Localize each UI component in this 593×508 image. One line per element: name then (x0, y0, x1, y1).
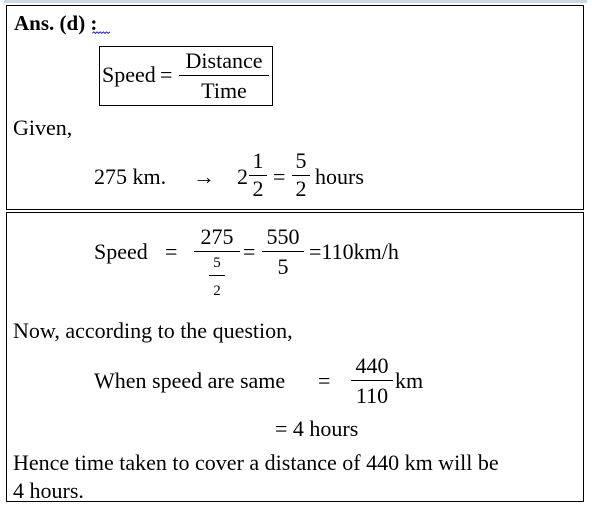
hours-fraction: 5 2 (292, 150, 310, 200)
same-speed-fraction: 440 110 (351, 355, 393, 407)
answer-heading: Ans. (d) : (14, 11, 98, 35)
speed-second-fraction: 550 5 (262, 226, 304, 278)
same-speed-equals: = (318, 368, 331, 393)
inner-fraction: 5 2 (209, 256, 225, 299)
now-text: Now, according to the question, (13, 318, 293, 343)
given-label: Given, (13, 115, 73, 140)
same-speed-text: When speed are same (94, 368, 286, 393)
result-line: = 4 hours (275, 416, 359, 441)
spellcheck-underline (90, 31, 112, 35)
speed-main-bar (194, 251, 240, 252)
formula-numerator: Distance (185, 48, 263, 73)
speed-complex-fraction (194, 226, 240, 299)
speed-calc-label: Speed (94, 239, 148, 264)
speed-calc-equals: = (165, 239, 178, 264)
arrow-icon: → (193, 164, 215, 189)
speed-result: =110km/h (309, 239, 399, 264)
top-accent-line (4, 0, 587, 3)
mixed-whole: 2 (237, 164, 248, 189)
formula-equals: = (160, 62, 173, 87)
mixed-fraction: 1 2 (249, 150, 267, 200)
given-equals: = (273, 164, 286, 189)
given-distance: 275 km. (94, 164, 167, 189)
formula-speed-label: Speed (102, 62, 156, 87)
formula-fraction-bar (179, 75, 269, 76)
speed-numerator: 275 (200, 224, 234, 249)
conclusion-line-2: 4 hours. (13, 478, 84, 503)
given-unit: hours (315, 164, 364, 189)
speed-calc-equals-2: = (243, 239, 256, 264)
formula-denominator: Time (201, 78, 247, 103)
same-speed-unit: km (395, 368, 424, 393)
formula-fraction (179, 50, 269, 102)
conclusion-line-1: Hence time taken to cover a distance of 440 km will be (13, 450, 499, 475)
